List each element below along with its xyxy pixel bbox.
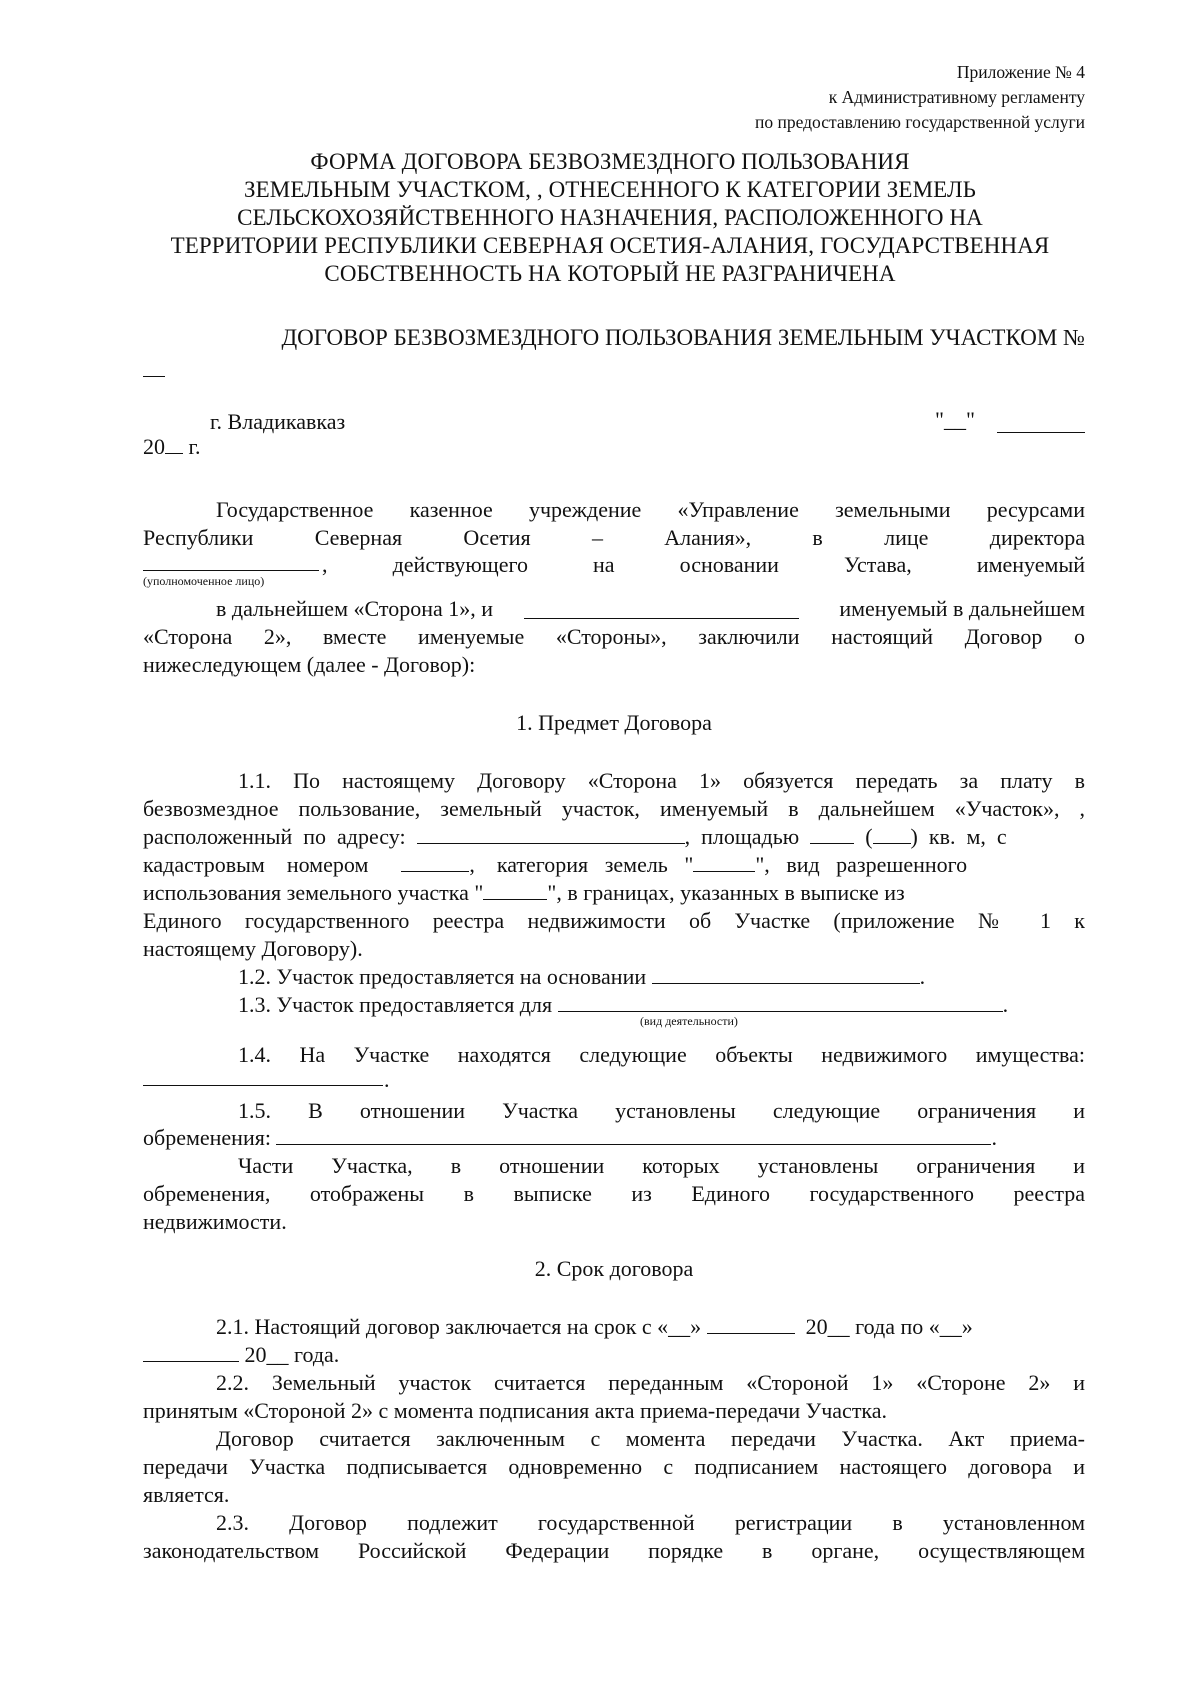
p22b-line-2: передачи Участка подписывается одновременно с подписанием настоящего договора и: [143, 1454, 1085, 1479]
preamble-line-1: Государственное казенное учреждение «Управление земельными ресурсами: [216, 497, 1085, 522]
contract-number-blank: [143, 376, 165, 377]
form-heading-line-4: ТЕРРИТОРИИ РЕСПУБЛИКИ СЕВЕРНАЯ ОСЕТИЯ-АЛАНИЯ, ГОСУДАРСТВЕННАЯ: [170, 233, 1050, 258]
appendix-block: [755, 60, 1085, 135]
p23-line-2: законодательством Российской Федерации порядке в органе, осуществляющем: [143, 1538, 1085, 1563]
city-name: г. Владикавказ: [210, 409, 346, 434]
parts-line-1: Части Участка, в отношении которых установлены ограничения и: [238, 1153, 1085, 1178]
p11-line-4: кадастровым номером , категория земель " ", вид разрешенного: [143, 852, 968, 877]
area-words-blank: [873, 823, 911, 844]
appendix-line-2: к Административному регламенту: [828, 87, 1085, 107]
preamble-line-4a: в дальнейшем «Сторона 1», и: [216, 596, 494, 621]
p21-line-2: 20__ года.: [143, 1341, 1085, 1369]
preamble-line-4b: именуемый в дальнейшем: [839, 596, 1085, 621]
activity-type-blank: [558, 991, 1003, 1012]
authorized-person-blank: [143, 570, 319, 571]
p22b-line-3: является.: [143, 1482, 230, 1507]
preamble-line-5: «Сторона 2», вместе именуемые «Стороны», заключили настоящий Договор о: [143, 624, 1085, 649]
p11-line-5: использования земельного участка " ", в границах, указанных в выписке из: [143, 880, 905, 905]
preamble-line-2: Республики Северная Осетия – Алания», в лице директора: [143, 525, 1085, 550]
date-day-blank: "__": [935, 407, 975, 432]
p11-line-6: Единого государственного реестра недвижимости об Участке (приложение № 1 к: [143, 908, 1085, 933]
permitted-use-blank: [483, 879, 547, 900]
p22b-line-1: Договор считается заключенным с момента передачи Участка. Акт приема-: [216, 1426, 1085, 1451]
p14-period: .: [384, 1067, 390, 1092]
p15-line-1: 1.5. В отношении Участка установлены следующие ограничения и: [238, 1098, 1085, 1123]
preamble-line-6: нижеследующем (далее - Договор):: [143, 652, 476, 677]
date-year: [143, 433, 343, 461]
area-blank: [810, 823, 854, 844]
date-year-suffix: г.: [188, 434, 201, 459]
date-year-prefix: 20: [143, 434, 165, 459]
parts-line-2: обременения, отображены в выписке из Единого государственного реестра: [143, 1181, 1085, 1206]
section-2-title: 2. Срок договора: [534, 1256, 694, 1281]
end-month-blank: [143, 1341, 239, 1362]
p11-line-3: расположенный по адресу: , площадью ( ) кв. м, с: [143, 824, 1007, 849]
contract-title: ДОГОВОР БЕЗВОЗМЕЗДНОГО ПОЛЬЗОВАНИЯ ЗЕМЕЛЬНЫМ УЧАСТКОМ №: [281, 325, 1085, 350]
form-heading-line-3: СЕЛЬСКОХОЗЯЙСТВЕННОГО НАЗНАЧЕНИЯ, РАСПОЛОЖЕННОГО НА: [237, 205, 983, 230]
date-year-blank: [165, 433, 183, 454]
encumbrances-blank: [276, 1124, 991, 1145]
party-2-blank: [524, 618, 799, 619]
cadastral-number-blank: [401, 851, 469, 872]
form-heading-line-1: ФОРМА ДОГОВОРА БЕЗВОЗМЕЗДНОГО ПОЛЬЗОВАНИЯ: [310, 149, 910, 174]
start-month-blank: [707, 1313, 795, 1334]
appendix-line-1: Приложение № 4: [956, 62, 1085, 82]
form-heading-line-5: СОБСТВЕННОСТЬ НА КОТОРЫЙ НЕ РАЗГРАНИЧЕНА: [324, 261, 896, 286]
p22-line-1: 2.2. Земельный участок считается переданным «Стороной 1» «Стороне 2» и: [216, 1370, 1085, 1395]
activity-type-note: (вид деятельности): [640, 1014, 738, 1028]
preamble-line-3: , действующего на основании Устава, именуемый: [322, 552, 1085, 577]
p21-line-1: 2.1. Настоящий договор заключается на срок с «__» 20__ года по «__»: [216, 1314, 973, 1339]
p23-line-1: 2.3. Договор подлежит государственной регистрации в установленном: [216, 1510, 1085, 1535]
p12-text: 1.2. Участок предоставляется на основании .: [238, 964, 926, 989]
p13-text: 1.3. Участок предоставляется для .: [238, 992, 1009, 1017]
section-1-title: 1. Предмет Договора: [516, 710, 712, 735]
form-heading-line-2: ЗЕМЕЛЬНЫМ УЧАСТКОМ, , ОТНЕСЕННОГО К КАТЕГОРИИ ЗЕМЕЛЬ: [244, 177, 976, 202]
basis-blank: [652, 963, 920, 984]
p15-line-2: обременения: .: [143, 1125, 997, 1150]
land-category-blank: [693, 851, 755, 872]
parts-line-3: недвижимости.: [143, 1209, 287, 1234]
p11-line-7: настоящему Договору).: [143, 936, 363, 961]
p11-line-1: 1.1. По настоящему Договору «Сторона 1» обязуется передать за плату в: [238, 768, 1085, 793]
real-estate-objects-blank: [143, 1085, 383, 1086]
p22-line-2: принятым «Стороной 2» с момента подписания акта приема-передачи Участка.: [143, 1398, 888, 1423]
date-month-blank: [997, 432, 1085, 433]
p14-line-1: 1.4. На Участке находятся следующие объекты недвижимого имущества:: [238, 1042, 1085, 1067]
address-blank: [417, 823, 685, 844]
p11-line-2: безвозмездное пользование, земельный участок, именуемый в дальнейшем «Участок», ,: [143, 796, 1085, 821]
appendix-line-3: по предоставлению государственной услуги: [755, 112, 1085, 132]
authorized-person-note: (уполномоченное лицо): [143, 574, 265, 588]
